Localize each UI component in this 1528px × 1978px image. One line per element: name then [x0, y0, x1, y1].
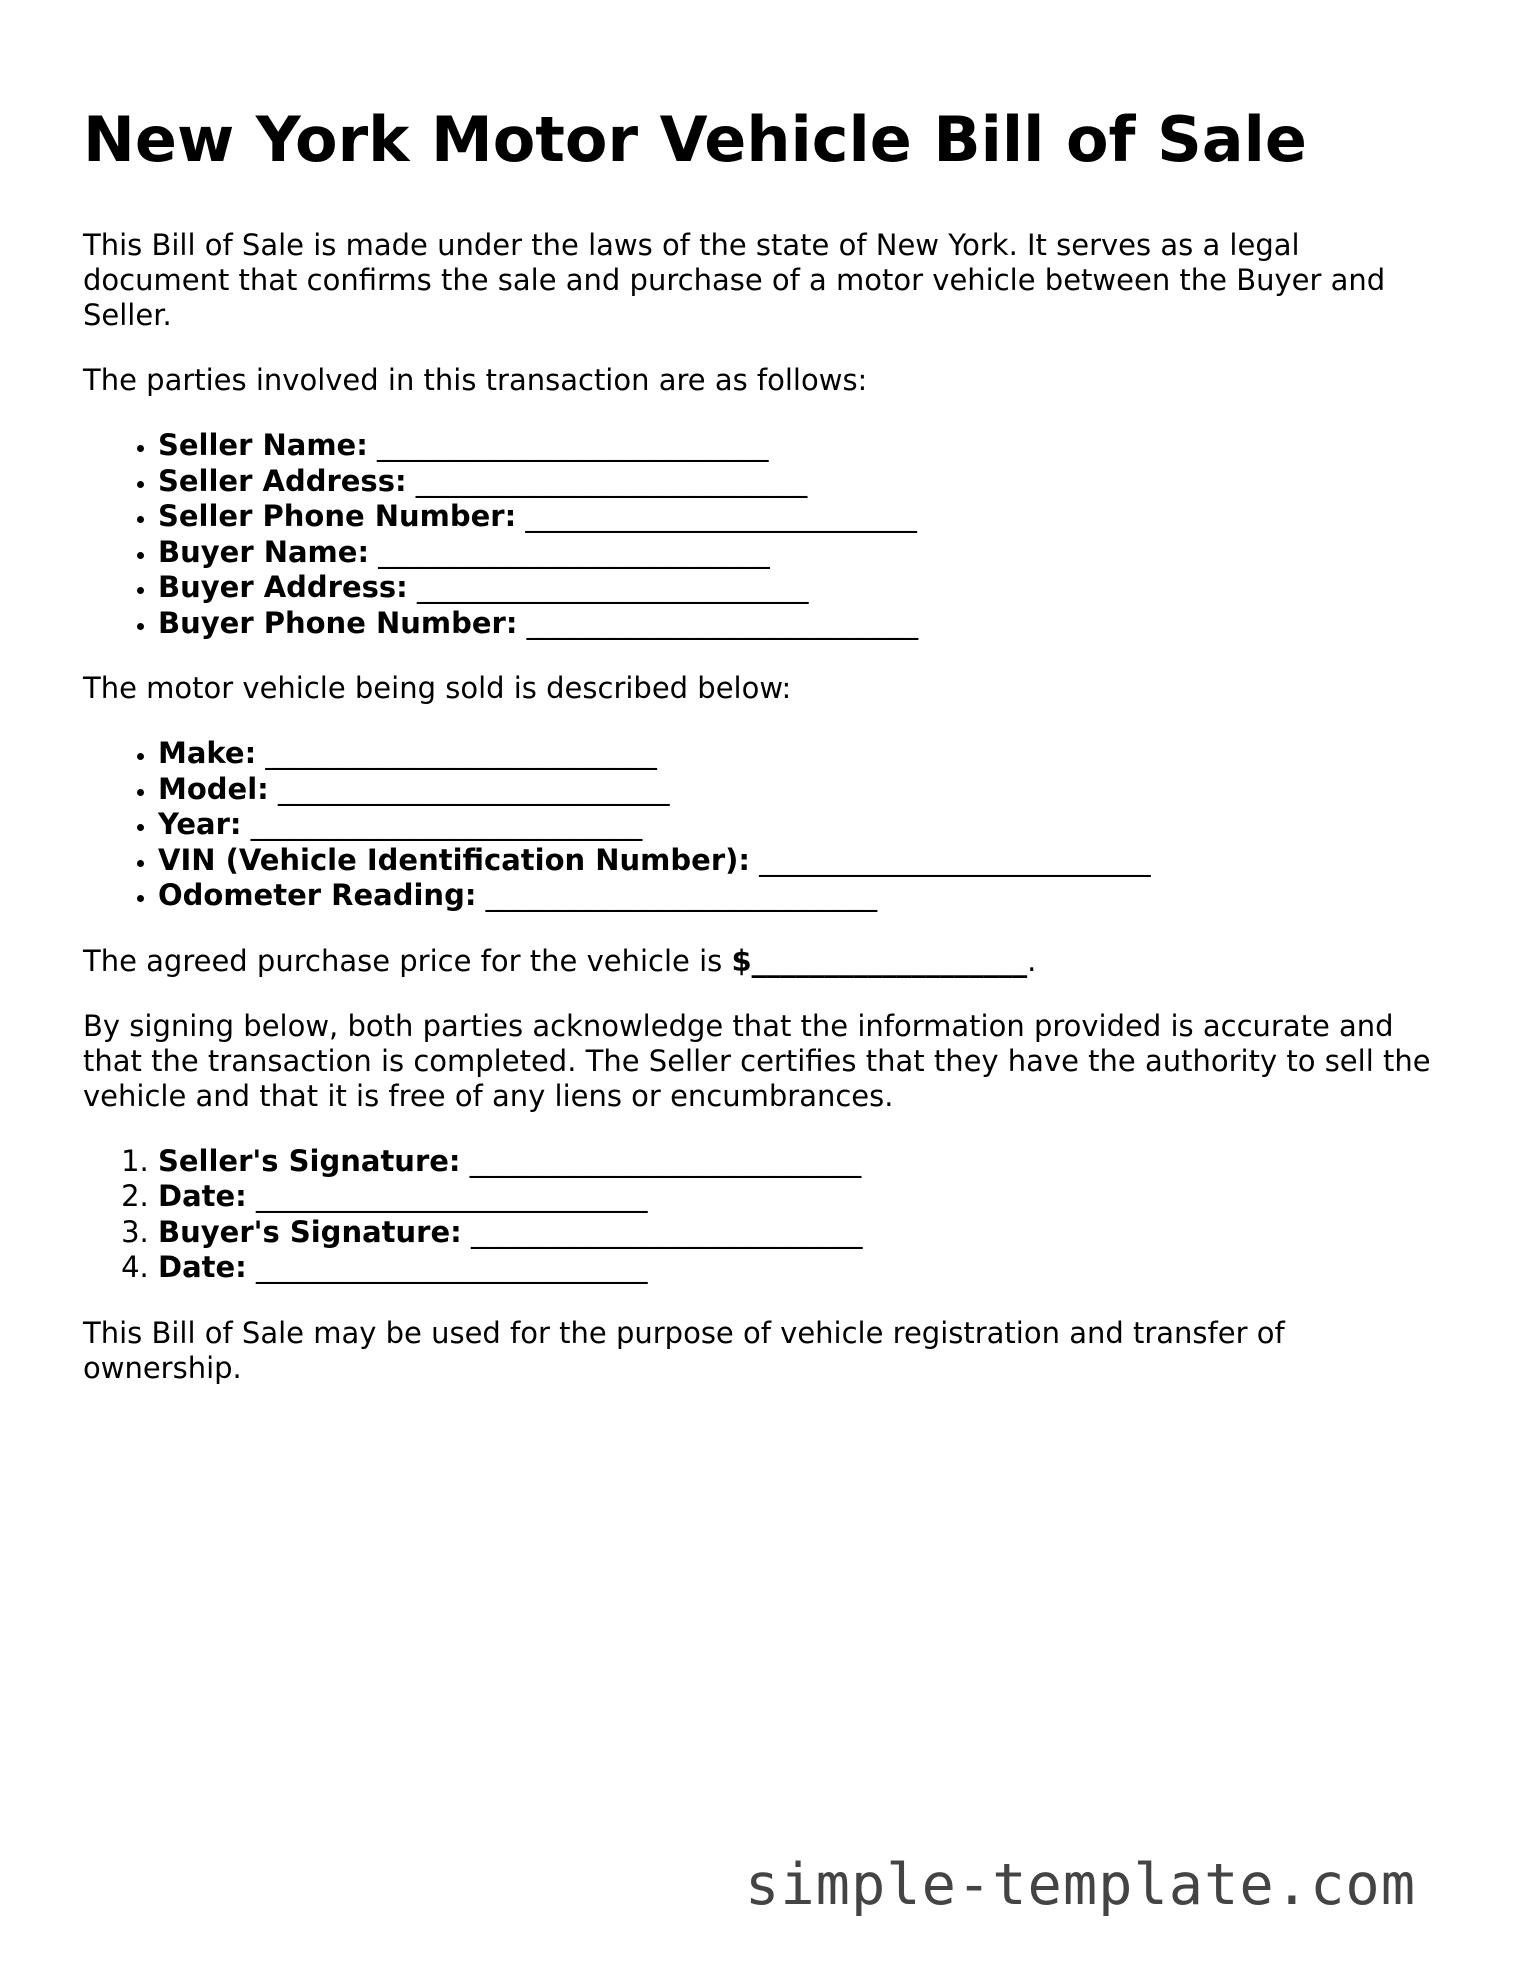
document-page — [83, 100, 1443, 1416]
fill-blank: ___________________________ — [246, 1179, 648, 1213]
fill-blank: ___________________________ — [256, 736, 657, 770]
list-item — [158, 499, 1443, 535]
field-label: Odometer Reading: — [158, 878, 477, 912]
fill-blank: ___________________________ — [461, 1214, 863, 1249]
field-label: VIN (Vehicle Identification Number): — [158, 842, 750, 877]
field-label: Buyer Address: — [158, 570, 408, 604]
field-label: Seller's Signature: — [158, 1143, 461, 1178]
fill-blank: ___________________________ — [460, 1143, 862, 1178]
list-item — [158, 464, 1443, 500]
list-item — [158, 535, 1443, 571]
closing-paragraph: This Bill of Sale may be used for the purpose of vehicle registration and transfer of ownership. — [83, 1315, 1285, 1385]
fill-blank: ___________________________ — [246, 1250, 648, 1284]
list-item — [158, 428, 1443, 464]
list-item — [158, 1144, 1443, 1180]
acknowledgment-paragraph: By signing below, both parties acknowledge that the information provided is accurate and that the transaction is completed. The Seller certifies that they have the authority to sell the vehicle and that it is free of any liens or encumbrances. — [83, 1008, 1431, 1113]
field-label: Buyer Name: — [158, 534, 370, 569]
list-item — [158, 1179, 1443, 1215]
fill-blank: ___________________________ — [476, 878, 878, 912]
list-item — [158, 1250, 1443, 1286]
field-label: Seller Name: — [158, 428, 368, 462]
fill-blank: ___________________________ — [369, 534, 770, 569]
field-label: Seller Address: — [158, 463, 407, 498]
fill-blank: ___________________________ — [241, 807, 643, 841]
fill-blank: ___________________________ — [516, 499, 917, 533]
list-item — [158, 736, 1443, 772]
list-item — [158, 772, 1443, 808]
fill-blank: ___________________________ — [268, 771, 670, 806]
list-item — [158, 843, 1443, 879]
field-label: Date: — [158, 1250, 247, 1284]
price-prefix: The agreed purchase price for the vehicle is — [83, 943, 732, 978]
parties-list — [83, 428, 1443, 641]
field-label: Year: — [158, 807, 242, 841]
field-label: Seller Phone Number: — [158, 499, 517, 533]
vehicle-intro: The motor vehicle being sold is described below: — [83, 671, 792, 705]
field-label: Date: — [158, 1179, 247, 1213]
price-suffix: . — [1027, 943, 1037, 978]
list-item — [158, 807, 1443, 843]
list-item — [158, 878, 1443, 914]
field-label: Make: — [158, 736, 257, 770]
signature-list — [83, 1144, 1443, 1286]
price-paragraph — [83, 944, 1443, 979]
fill-blank: ___________________________ — [406, 463, 808, 498]
vehicle-list — [83, 736, 1443, 914]
field-label: Buyer's Signature: — [158, 1214, 462, 1249]
price-amount-blank: $___________________ — [731, 943, 1028, 978]
fill-blank: ___________________________ — [407, 570, 809, 604]
watermark: simple-template.com — [745, 1852, 1417, 1918]
intro-paragraph: This Bill of Sale is made under the laws of the state of New York. It serves as a legal document that confirms the sale and purchase of a motor vehicle between the Buyer and Seller. — [83, 228, 1386, 332]
field-label: Buyer Phone Number: — [158, 605, 518, 640]
parties-intro: The parties involved in this transaction are as follows: — [83, 363, 868, 397]
document-title: New York Motor Vehicle Bill of Sale — [83, 103, 1307, 176]
fill-blank: ___________________________ — [517, 605, 919, 640]
list-item — [158, 606, 1443, 642]
field-label: Model: — [158, 771, 269, 806]
fill-blank: ___________________________ — [367, 428, 769, 462]
list-item — [158, 1215, 1443, 1251]
fill-blank: ___________________________ — [749, 842, 1151, 877]
list-item — [158, 570, 1443, 606]
